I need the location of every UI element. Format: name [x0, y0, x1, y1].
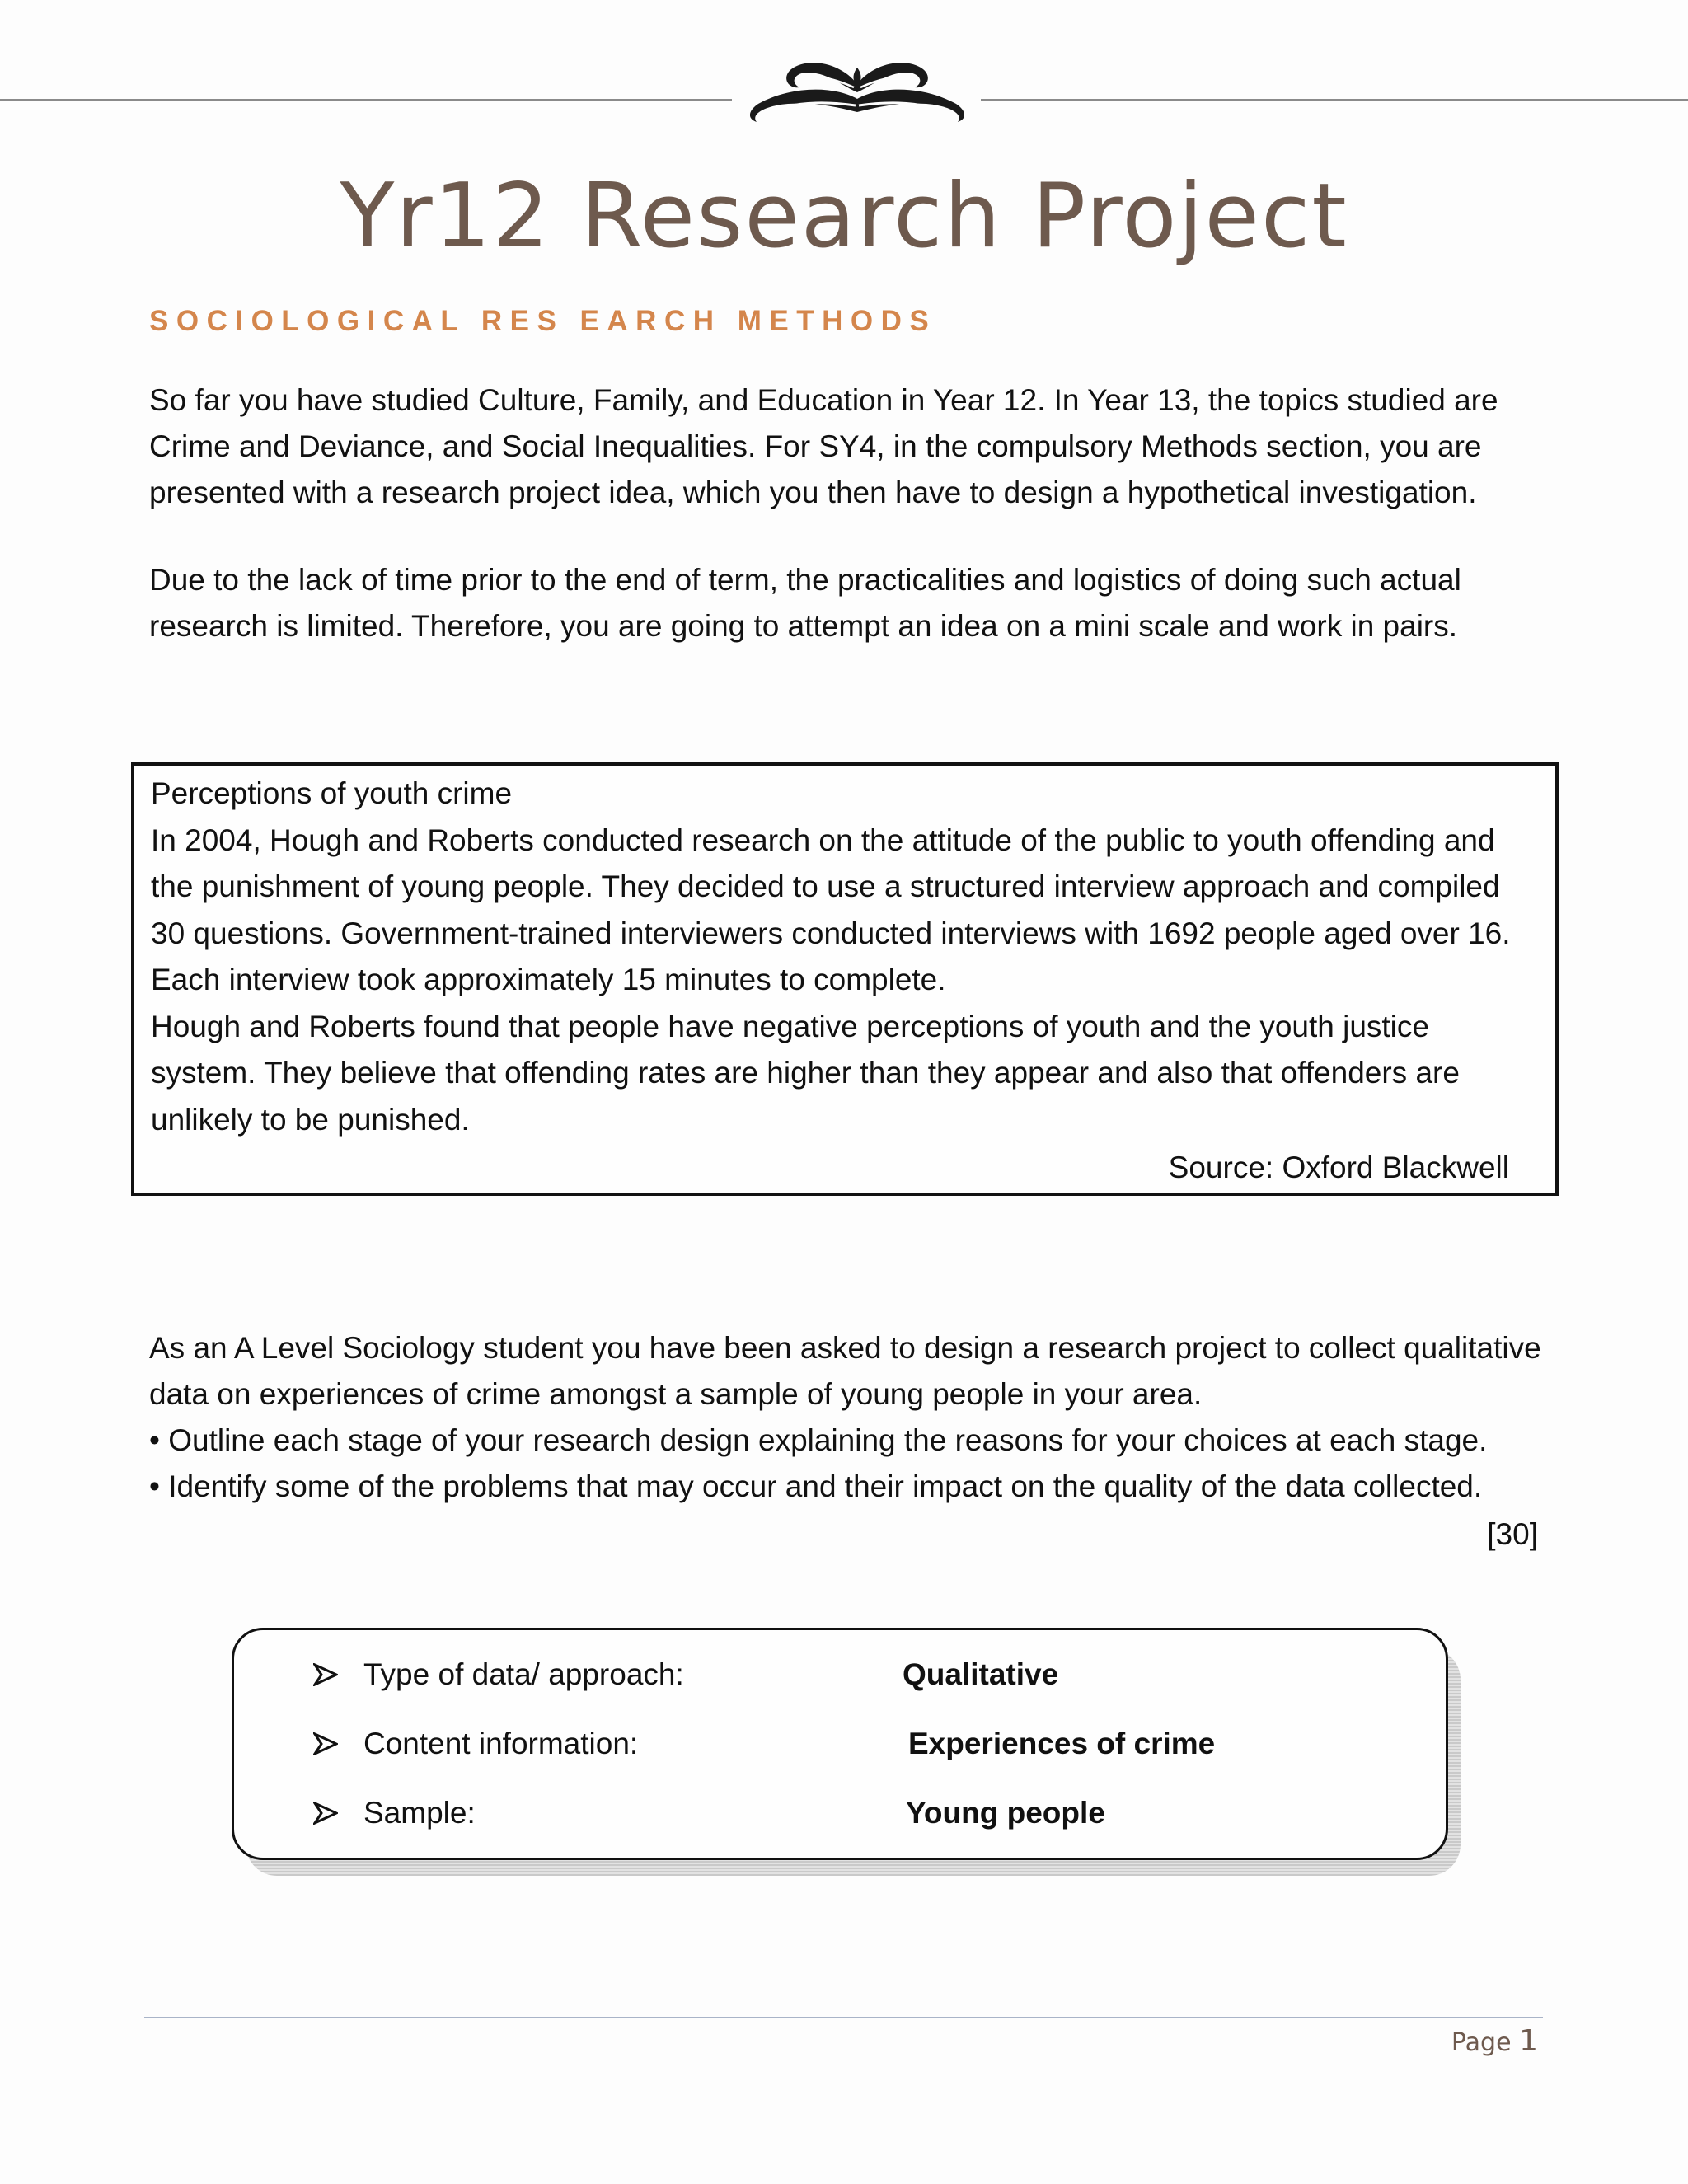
intro-paragraph-1: [149, 377, 1550, 516]
task-bullet: • Identify some of the problems that may occur and their impact on the quality of the data collected.: [149, 1469, 1483, 1503]
intro-paragraph-2: [149, 557, 1550, 649]
summary-label: Content information:: [363, 1727, 639, 1760]
arrow-bullet-icon: [313, 1732, 338, 1755]
text-line: Crime and Deviance, and Social Inequalities. For SY4, in the compulsory Methods section, you are: [149, 429, 1482, 463]
text-line: Due to the lack of time prior to the end of term, the practicalities and logistics of doing such actual: [149, 563, 1461, 597]
summary-row: [234, 1790, 1446, 1836]
summary-label: Sample:: [363, 1796, 476, 1830]
case-study-box: [131, 762, 1559, 1196]
page-number-value: 1: [1519, 2024, 1538, 2058]
text-line: system. They believe that offending rates are higher than they appear and also that offenders are: [151, 1056, 1460, 1090]
summary-value: Young people: [906, 1796, 1105, 1830]
arrow-bullet-icon: [313, 1663, 338, 1686]
section-subtitle: SOCIOLOGICAL RES EARCH METHODS: [149, 305, 937, 337]
header-rule-right: [981, 99, 1688, 101]
text-line: 30 questions. Government-trained interviewers conducted interviews with 1692 people aged over 16.: [151, 916, 1511, 950]
text-line: research is limited. Therefore, you are going to attempt an idea on a mini scale and work in pairs.: [149, 609, 1458, 643]
page-title: Yr12 Research Project: [340, 165, 1348, 268]
summary-row: [234, 1721, 1446, 1767]
case-study-heading: Perceptions of youth crime: [151, 776, 513, 810]
text-line: the punishment of young people. They decided to use a structured interview approach and compiled: [151, 869, 1500, 903]
case-study-text: [151, 771, 1539, 1143]
flourish-ornament-icon: [742, 53, 973, 127]
task-paragraph: [149, 1325, 1550, 1510]
text-line: unlikely to be punished.: [151, 1102, 470, 1137]
footer-rule: [144, 2017, 1543, 2018]
arrow-bullet-icon: [313, 1802, 338, 1825]
summary-row: [234, 1652, 1446, 1698]
summary-value: Experiences of crime: [908, 1727, 1216, 1760]
marks-label: [30]: [1487, 1517, 1538, 1551]
summary-value: Qualitative: [903, 1657, 1059, 1691]
text-line: In 2004, Hough and Roberts conducted research on the attitude of the public to youth offending and: [151, 823, 1495, 857]
text-line: Each interview took approximately 15 minutes to complete.: [151, 963, 946, 996]
text-line: presented with a research project idea, which you then have to design a hypothetical investigation.: [149, 476, 1477, 509]
text-line: data on experiences of crime amongst a sample of young people in your area.: [149, 1377, 1203, 1411]
summary-box: [232, 1628, 1448, 1860]
case-study-source: Source: Oxford Blackwell: [1168, 1151, 1509, 1184]
text-line: Hough and Roberts found that people have negative perceptions of youth and the youth justice: [151, 1009, 1429, 1043]
text-line: As an A Level Sociology student you have been asked to design a research project to collect qualitative: [149, 1331, 1541, 1365]
text-line: So far you have studied Culture, Family, and Education in Year 12. In Year 13, the topics studied are: [149, 383, 1498, 417]
page-label: Page: [1451, 2028, 1512, 2057]
summary-label: Type of data/ approach:: [363, 1657, 684, 1691]
task-bullet: • Outline each stage of your research design explaining the reasons for your choices at each stage.: [149, 1423, 1488, 1457]
page-number: [1451, 2018, 1538, 2067]
header-rule-left: [0, 99, 732, 101]
